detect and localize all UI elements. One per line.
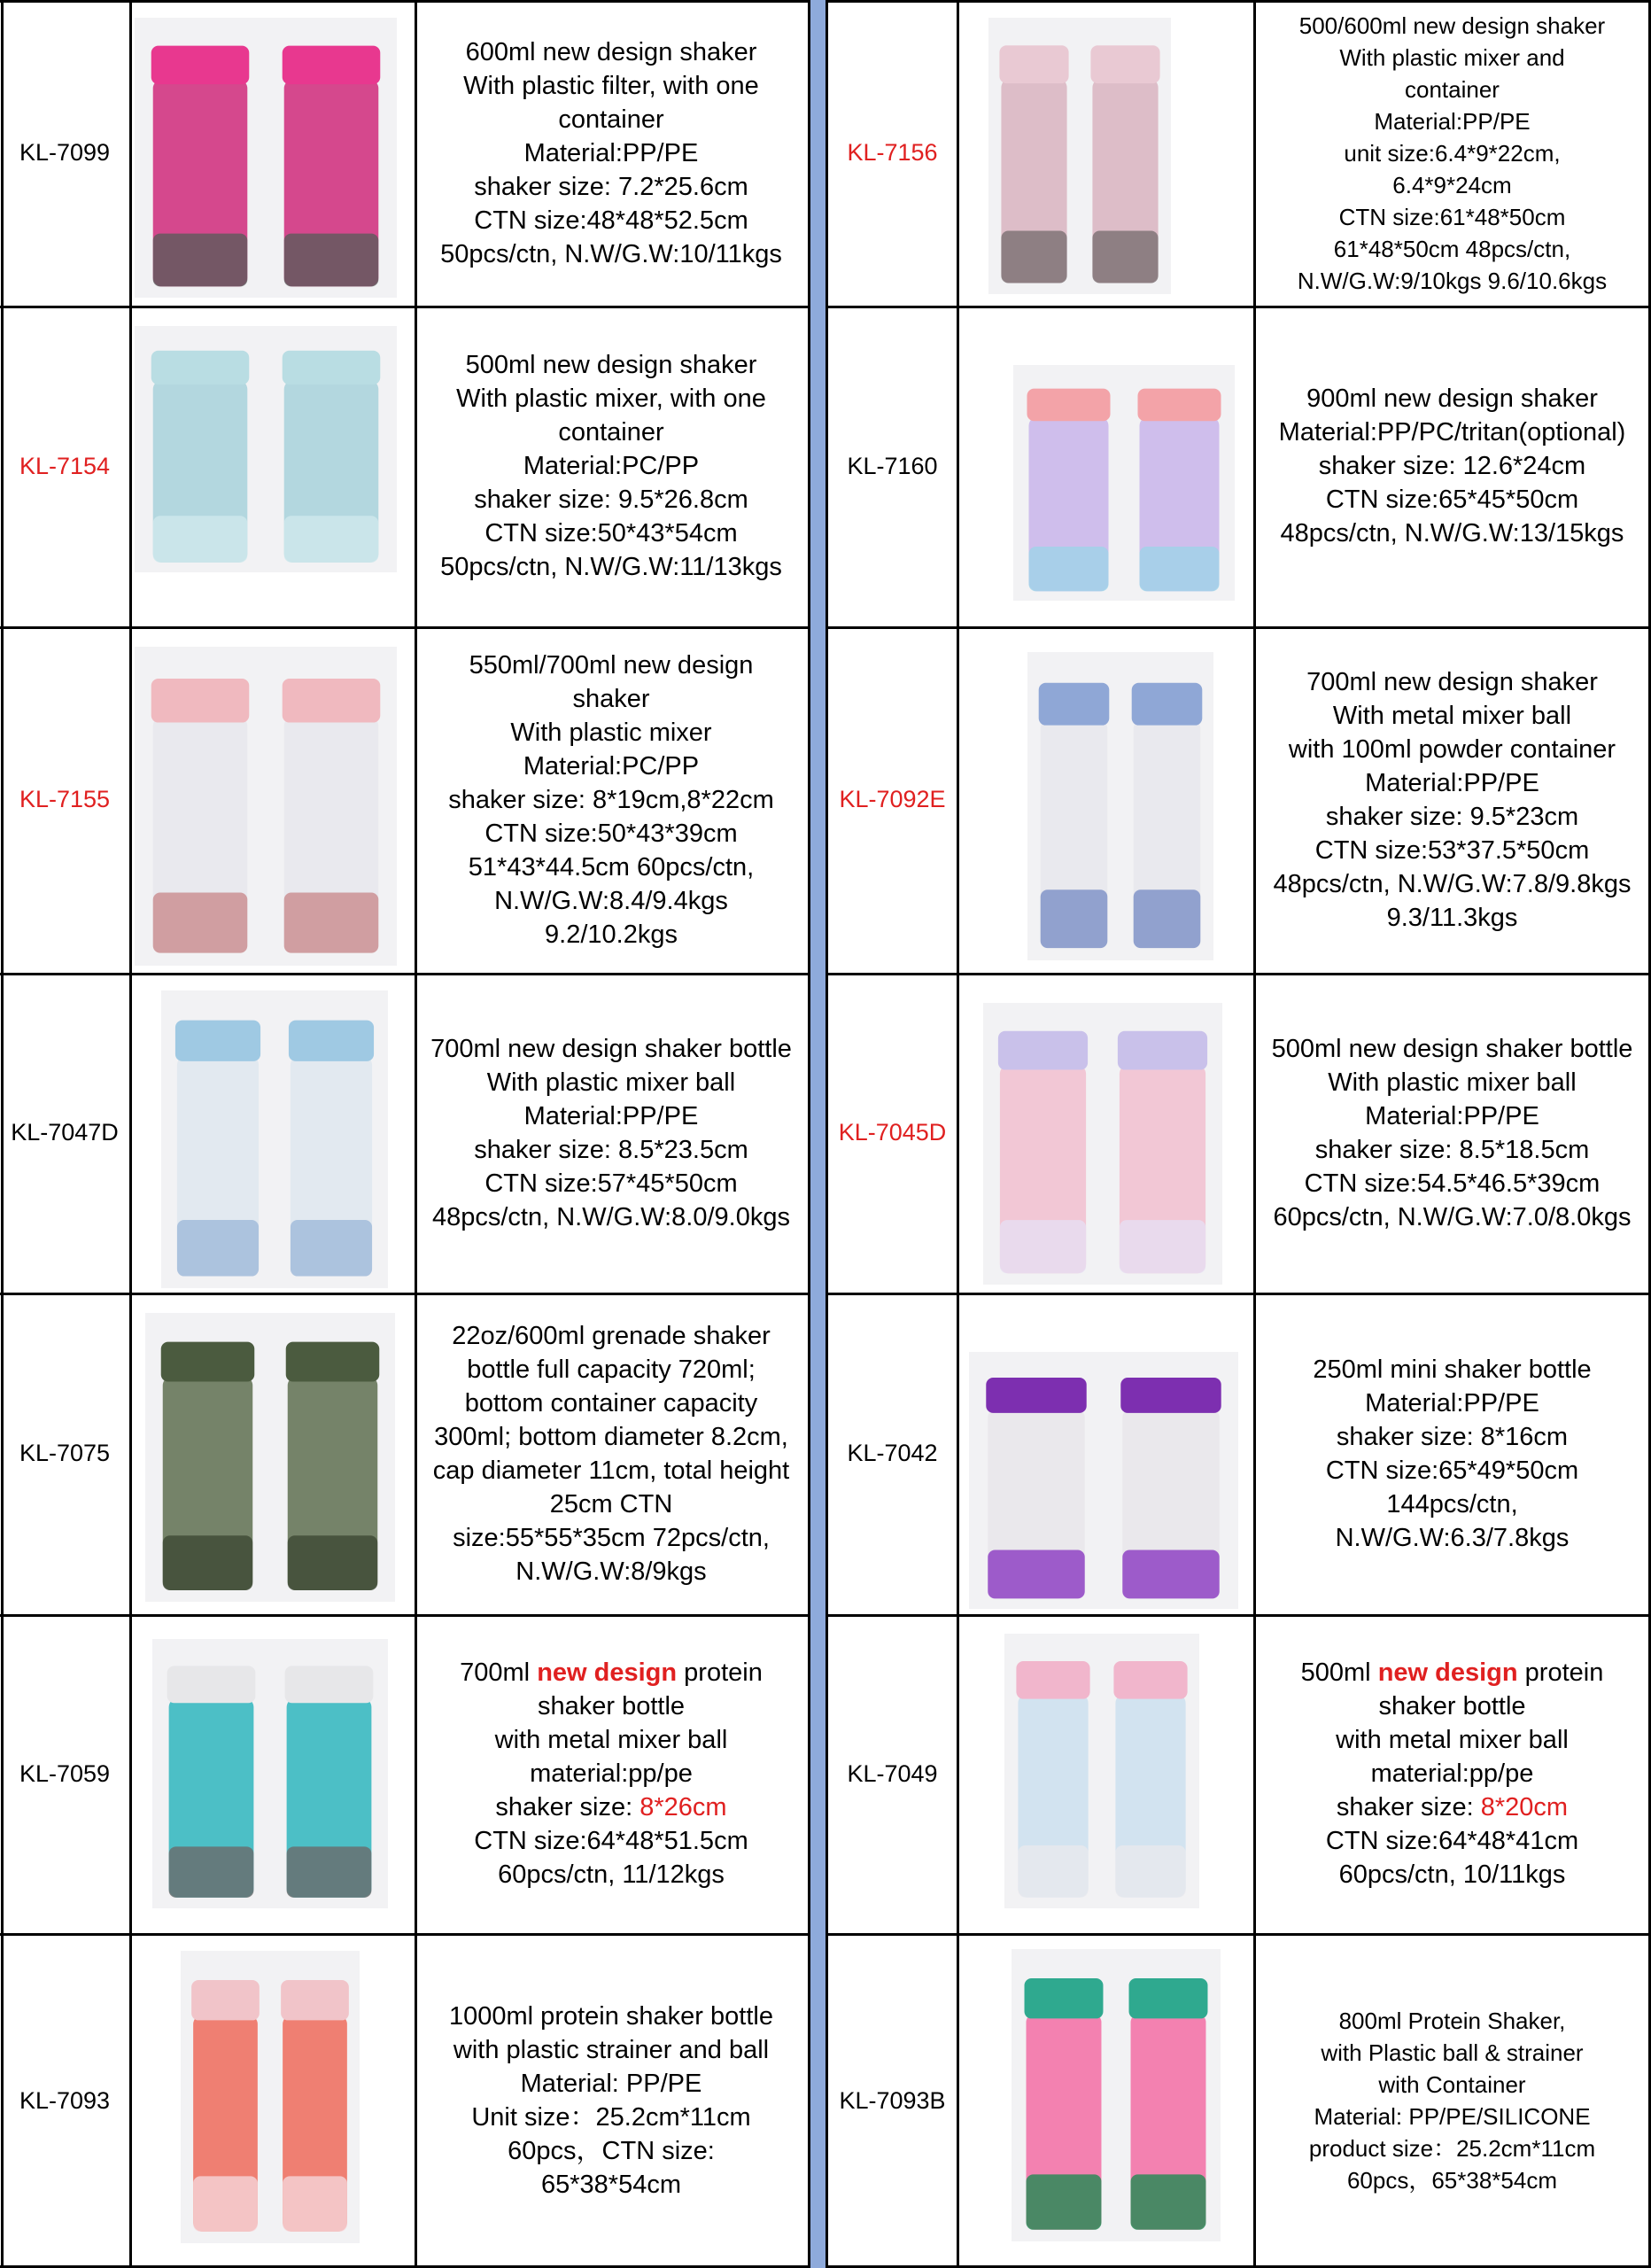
- description-line: With plastic mixer ball: [486, 1068, 736, 1097]
- product-description: [415, 973, 808, 1293]
- description-text: [440, 35, 782, 271]
- description-text: [1272, 1032, 1633, 1234]
- product-code: KL-7049: [847, 1759, 938, 1787]
- description-line: unit size:6.4*9*22cm,: [1344, 139, 1561, 167]
- description-line: Material:PP/PE: [523, 1101, 699, 1130]
- description-line: shaker size: 9.5*26.8cm: [474, 485, 748, 514]
- product-code: KL-7156: [847, 139, 938, 166]
- size-label: shaker size:: [495, 1793, 640, 1821]
- product-code: KL-7099: [19, 139, 111, 166]
- description-line: With plastic filter, with one: [463, 71, 759, 100]
- description-line: 1000ml protein shaker bottle: [449, 2002, 773, 2031]
- product-photo: [1004, 1634, 1199, 1908]
- description-line: with 100ml powder container: [1288, 734, 1616, 764]
- product-photo: [181, 1951, 360, 2243]
- product-code: KL-7047D: [11, 1119, 119, 1146]
- product-description: [415, 1933, 808, 2268]
- description-line: shaker size: 7.2*25.6cm: [474, 172, 748, 201]
- product-code: KL-7160: [847, 452, 938, 479]
- description-line: Material: PP/PE: [520, 2070, 702, 2098]
- product-code: KL-7154: [19, 452, 111, 479]
- description-line: 9.3/11.3kgs: [1386, 903, 1518, 932]
- description-line: 500/600ml new design shaker: [1298, 12, 1606, 39]
- product-code: KL-7093: [19, 2086, 111, 2114]
- description-line: product size：25.2cm*11cm: [1308, 2135, 1596, 2162]
- product-photo: [135, 18, 397, 298]
- description-line: shaker size: 8.5*18.5cm: [1314, 1135, 1590, 1164]
- description-line: with plastic strainer and ball: [453, 2036, 770, 2064]
- description-line: 60pcs/ctn, 10/11kgs: [1338, 1860, 1566, 1889]
- description-text: [1313, 1353, 1591, 1555]
- description-line: shaker size: 8*16cm: [1336, 1422, 1569, 1451]
- description-line: N.W/G.W:8.4/9.4kgs: [494, 886, 728, 915]
- description-line: [1301, 1656, 1604, 1689]
- description-line: shaker: [572, 684, 650, 713]
- description-line: Material:PP/PE: [523, 138, 699, 167]
- description-line: 65*38*54cm: [540, 2171, 681, 2199]
- description-line: with metal mixer ball: [494, 1726, 728, 1754]
- description-line: shaker size: 9.5*23cm: [1325, 802, 1579, 831]
- description-line: 48pcs/ctn, N.W/G.W:8.0/9.0kgs: [431, 1202, 790, 1231]
- product-description: [1253, 1293, 1651, 1614]
- description-line: shaker bottle: [1378, 1692, 1526, 1720]
- product-photo: [135, 326, 397, 572]
- size-value: 8*26cm: [639, 1793, 727, 1821]
- product-photo: [1013, 365, 1235, 601]
- description-line: bottle full capacity 720ml;: [467, 1355, 756, 1384]
- description-line: 60pcs/ctn, 11/12kgs: [498, 1860, 725, 1889]
- description-text: [460, 1656, 763, 1891]
- product-code: KL-7075: [19, 1440, 111, 1466]
- product-code: KL-7045D: [838, 1119, 947, 1146]
- description-text: [1301, 1656, 1604, 1891]
- description-line: shaker bottle: [537, 1692, 686, 1720]
- description-text: [440, 348, 782, 584]
- product-code: KL-7042: [847, 1440, 938, 1466]
- description-line: 50pcs/ctn, N.W/G.W:11/13kgs: [440, 553, 782, 581]
- product-code: KL-7059: [19, 1759, 111, 1787]
- description-line: Material:PC/PP: [523, 751, 700, 781]
- product-description: [1253, 0, 1651, 306]
- description-line: container: [1405, 75, 1500, 103]
- description-line: 60pcs，65*38*54cm: [1346, 2167, 1558, 2194]
- description-line: 61*48*50cm 48pcs/ctn,: [1333, 235, 1571, 262]
- description-line: cap diameter 11cm, total height: [432, 1456, 790, 1485]
- description-line: 22oz/600ml grenade shaker: [452, 1321, 771, 1350]
- description-line: CTN size:65*49*50cm: [1325, 1456, 1579, 1485]
- description-line: 25cm CTN: [549, 1489, 673, 1518]
- product-description: [415, 306, 808, 626]
- description-line: Material:PP/PE: [1365, 1388, 1539, 1418]
- description-line: 500ml new design shaker: [465, 351, 757, 379]
- description-text: [449, 2000, 773, 2202]
- product-code: KL-7093B: [839, 2086, 946, 2114]
- product-photo: [1027, 652, 1213, 960]
- description-line: 51*43*44.5cm 60pcs/ctn,: [468, 852, 755, 882]
- description-text: [430, 1032, 792, 1234]
- product-description: [1253, 1933, 1651, 2268]
- description-line: with Plastic ball & strainer: [1321, 2039, 1584, 2066]
- capacity-text: 500ml: [1300, 1658, 1378, 1687]
- description-line: CTN size:61*48*50cm: [1338, 203, 1566, 230]
- description-line: 700ml new design shaker: [1306, 667, 1598, 696]
- description-line: with Container: [1378, 2071, 1526, 2098]
- size-value: 8*20cm: [1480, 1793, 1569, 1821]
- highlight-text: new design: [537, 1658, 678, 1687]
- product-description: [415, 0, 808, 306]
- description-line: With plastic mixer and: [1339, 43, 1565, 71]
- description-line: shaker size: 8*19cm,8*22cm: [448, 785, 774, 814]
- description-line: 48pcs/ctn, N.W/G.W:7.8/9.8kgs: [1273, 869, 1632, 898]
- table-column-line: [415, 0, 417, 2268]
- description-line: With plastic mixer ball: [1328, 1068, 1577, 1097]
- size-label: shaker size:: [1336, 1793, 1481, 1821]
- description-line: 300ml; bottom diameter 8.2cm,: [434, 1422, 788, 1451]
- product-code: KL-7155: [19, 786, 111, 812]
- description-line: CTN size:64*48*41cm: [1325, 1827, 1579, 1855]
- description-line: material:pp/pe: [530, 1759, 693, 1788]
- highlight-text: new design: [1377, 1658, 1518, 1687]
- description-line: Material:PP/PC/tritan(optional): [1278, 418, 1626, 447]
- description-line: [460, 1656, 763, 1689]
- description-line: CTN size:54.5*46.5*39cm: [1304, 1169, 1601, 1198]
- product-photo: [988, 18, 1171, 294]
- description-line: Material:PP/PE: [1365, 1101, 1539, 1130]
- description-line: Material:PP/PE: [1374, 107, 1531, 135]
- description-line: container: [558, 418, 664, 447]
- capacity-text: 700ml: [460, 1658, 538, 1687]
- size-line: [460, 1790, 763, 1824]
- description-line: CTN size:64*48*51.5cm: [474, 1827, 748, 1855]
- table-column-line: [129, 0, 132, 2268]
- description-line: shaker size: 8.5*23.5cm: [474, 1135, 748, 1164]
- description-text: [433, 1319, 789, 1588]
- product-photo: [983, 1003, 1222, 1285]
- description-text: [448, 649, 774, 951]
- description-line: 60pcs/ctn, N.W/G.W:7.0/8.0kgs: [1273, 1202, 1632, 1231]
- description-text: [1298, 10, 1607, 297]
- description-line: CTN size:50*43*54cm: [484, 519, 738, 548]
- description-line: 550ml/700ml new design: [469, 650, 754, 680]
- product-type-text: protein: [1517, 1658, 1604, 1687]
- description-line: size:55*55*35cm 72pcs/ctn,: [453, 1523, 770, 1552]
- description-text: [1273, 665, 1631, 935]
- description-line: N.W/G.W:6.3/7.8kgs: [1335, 1523, 1570, 1552]
- description-line: With metal mixer ball: [1332, 701, 1572, 730]
- description-line: container: [558, 105, 664, 134]
- table-column-line: [957, 0, 959, 2268]
- description-line: With plastic mixer, with one: [456, 384, 766, 413]
- product-photo: [161, 990, 388, 1288]
- product-description: [1253, 973, 1651, 1293]
- description-line: material:pp/pe: [1370, 1759, 1534, 1788]
- description-line: 60pcs，CTN size:: [508, 2137, 715, 2165]
- description-line: 50pcs/ctn, N.W/G.W:10/11kgs: [440, 239, 782, 268]
- center-divider: [808, 0, 828, 2268]
- table-column-line: [1253, 0, 1256, 2268]
- description-line: Material:PC/PP: [523, 452, 700, 480]
- product-type-text: protein: [677, 1658, 763, 1687]
- description-line: N.W/G.W:8/9kgs: [515, 1557, 707, 1586]
- product-description: [1253, 306, 1651, 626]
- description-line: 700ml new design shaker bottle: [430, 1034, 792, 1063]
- product-description: [415, 626, 808, 973]
- description-line: CTN size:65*45*50cm: [1325, 485, 1579, 514]
- description-line: 250ml mini shaker bottle: [1313, 1355, 1592, 1384]
- description-line: N.W/G.W:9/10kgs 9.6/10.6kgs: [1297, 267, 1608, 294]
- description-line: 6.4*9*24cm: [1392, 171, 1512, 198]
- description-line: 500ml new design shaker bottle: [1271, 1034, 1633, 1063]
- product-photo: [152, 1639, 388, 1908]
- table-column-line: [1, 0, 4, 2268]
- product-photo: [145, 1313, 395, 1602]
- product-description: [1253, 626, 1651, 973]
- description-text: [1309, 2005, 1595, 2196]
- description-line: CTN size:57*45*50cm: [484, 1169, 738, 1198]
- description-line: CTN size:50*43*39cm: [484, 819, 738, 848]
- description-line: 600ml new design shaker: [465, 37, 757, 66]
- product-description: [415, 1614, 808, 1933]
- description-line: CTN size:53*37.5*50cm: [1314, 835, 1590, 865]
- description-line: 48pcs/ctn, N.W/G.W:13/15kgs: [1280, 519, 1624, 548]
- product-photo: [969, 1352, 1238, 1609]
- description-line: 144pcs/ctn,: [1386, 1489, 1518, 1518]
- description-line: Unit size：25.2cm*11cm: [471, 2103, 751, 2132]
- size-line: [1301, 1790, 1604, 1824]
- description-line: Material: PP/PE/SILICONE: [1314, 2103, 1591, 2130]
- description-line: 800ml Protein Shaker,: [1338, 2008, 1566, 2034]
- description-text: [1279, 382, 1626, 550]
- description-line: With plastic mixer: [510, 718, 712, 747]
- description-line: 9.2/10.2kgs: [545, 920, 678, 949]
- product-code: KL-7092E: [839, 786, 946, 812]
- product-photo: [1012, 1949, 1221, 2241]
- description-line: with metal mixer ball: [1336, 1726, 1569, 1754]
- product-photo: [135, 647, 397, 966]
- description-line: shaker size: 12.6*24cm: [1318, 452, 1586, 480]
- product-description: [415, 1293, 808, 1614]
- description-line: Material:PP/PE: [1365, 768, 1539, 797]
- description-line: 900ml new design shaker: [1306, 384, 1598, 413]
- description-line: bottom container capacity: [464, 1388, 758, 1418]
- product-description: [1253, 1614, 1651, 1933]
- description-line: CTN size:48*48*52.5cm: [474, 206, 748, 235]
